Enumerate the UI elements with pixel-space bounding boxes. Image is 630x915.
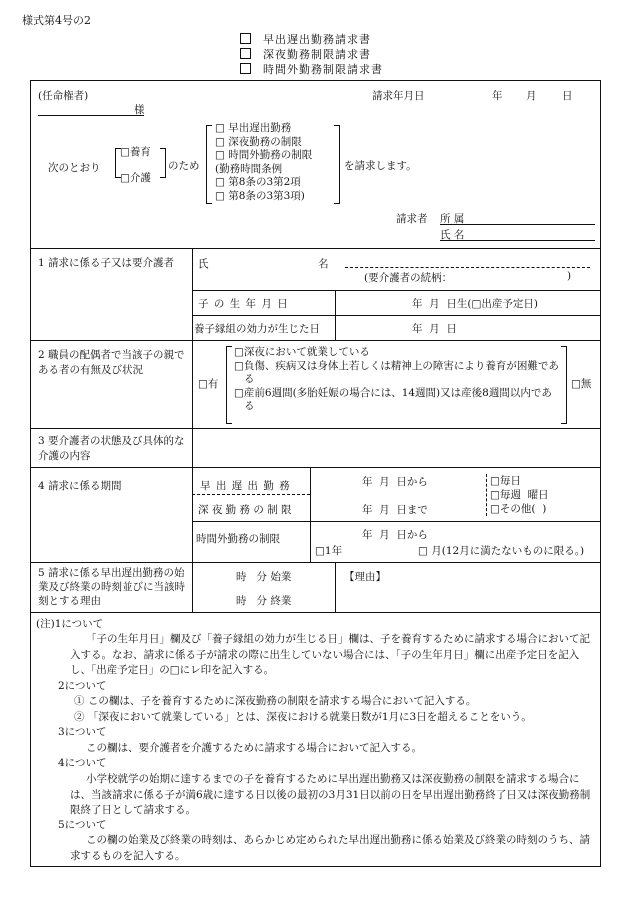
note3-title: 3について [58,726,107,738]
requester-label: 請求者 [396,213,428,225]
form-number: 様式第4号の2 [22,14,91,27]
divider [310,467,311,562]
divider [192,248,193,340]
dashed-divider [486,474,487,516]
divider [30,428,601,429]
checkbox[interactable] [240,63,251,74]
s2-no[interactable]: □無 [571,378,592,390]
s2-item-list [234,346,559,414]
title-early-late: 早出遅出勤務請求書 [240,32,383,47]
s4-row-early-late: 早 出 遅 出 勤 務 [200,480,291,492]
month-label: 月 [526,90,537,102]
s4-until[interactable]: 年 月 日まで [362,504,428,516]
divider [335,290,336,340]
s1-birth-label: 子 の 生 年 月 日 [198,298,289,310]
s5-start[interactable]: 時 分 始業 [236,571,292,583]
s4-row-night: 深 夜 勤 務 の 制 限 [198,504,292,516]
bracket [160,148,166,178]
s4-label: 4 請求に係る期間 [38,480,122,492]
s4-option-weekly[interactable]: □毎週 曜日 [490,489,549,501]
care-option-nurture[interactable]: □養育 [120,146,151,158]
s4-option-daily[interactable]: □毎日 [490,475,521,487]
s1-adoption-label: 養子縁組の効力が生じた日 [194,323,320,335]
note2-b: ② 「深夜において就業している」とは、深夜における就業日数が1月に3日を超えることをいう。 [74,711,532,723]
bracket [334,125,340,204]
request-type-list [215,122,312,203]
note5-text: この欄の始業及び終業の時刻は、あらかじめ定められた早出遅出勤務に係る始業及び終業の時刻のうち、請求するものを記入する。 [70,834,590,862]
s4-from2[interactable]: 年 月 日から [362,529,428,541]
type-overtime-limit[interactable]: □ 時間外勤務の制限 [215,149,313,161]
s2-yes[interactable]: □有 [198,378,219,390]
divider [335,562,336,612]
note4-title: 4について [58,757,107,769]
divider [192,467,193,562]
note4-text: 小学校就学の始期に達するまでの子を養育するために早出遅出勤務又は深夜勤務の制限を請求する場合には、当該請求に係る子が満6歳に達する日以後の最初の3月31日以前の日を早出遅出勤務終了日又は深夜勤務制限終了日として請求する。 [70,773,591,816]
s4-one-year[interactable]: □1年 [315,545,343,557]
s1-relation-end: ) [567,270,572,282]
s2-label: 2 職員の配偶者で当該子の親である者の有無及び状況 [38,349,185,376]
care-option-caregiving[interactable]: □介護 [120,172,151,184]
divider [192,315,601,316]
note1-title: (注)1について [36,618,104,630]
s4-option-other[interactable]: □その他( ) [490,503,547,515]
checkbox[interactable] [240,33,251,44]
s1-adoption-value[interactable]: 年 月 日 [412,323,457,335]
s1-name-right: 名 [318,258,329,270]
s1-relation: (要介護者の続柄： [364,272,453,284]
affiliation-label: 所 属 [440,213,465,225]
appointer-line [38,115,144,116]
day-label: 日 [562,90,573,102]
divider [192,340,193,428]
name-line [440,240,595,241]
s4-months[interactable]: □ 月(12月に満たないものに限る。) [418,545,585,557]
divider [192,290,601,291]
intro-text: 次のとおり [48,162,101,174]
type-article-2[interactable]: □ 第8条の3第2項 [215,176,301,188]
bracket [206,125,212,204]
request-suffix: を請求します。 [344,160,417,172]
divider [30,248,601,249]
s3-label: 3 要介護者の状態及び具体的な介護の内容 [38,435,185,462]
title-night-limit: 深夜勤務制限請求書 [240,47,383,62]
bracket [226,346,232,424]
s2-item-pregnancy[interactable]: □産前6週間(多胎妊娠の場合には、14週間)又は産後8週間以内である [234,386,552,412]
note3-text: この欄は、要介護者を介護するために請求する場合において記入する。 [86,742,422,754]
affiliation-line [440,224,595,225]
s5-reason[interactable]: 【理由】 [344,571,386,583]
divider [30,340,601,341]
type-early-late[interactable]: □ 早出遅出勤務 [215,122,292,134]
note5-title: 5について [58,819,107,831]
divider [192,521,601,522]
year-label: 年 [492,90,503,102]
s4-from[interactable]: 年 月 日から [362,476,428,488]
divider [30,562,601,563]
dashed-divider [192,494,310,495]
request-date-label: 請求年月日 [372,90,425,102]
s5-end[interactable]: 時 分 終業 [236,595,292,607]
s1-name-left: 氏 [198,258,209,270]
s4-option-list [490,474,549,516]
divider [30,467,601,468]
name-label: 氏 名 [440,229,465,241]
checkbox[interactable] [240,48,251,59]
s2-item-injury[interactable]: □負傷、疾病又は身体上若しくは精神上の障害により養育が困難である [234,359,559,385]
bracket [561,346,567,424]
note1-text: 「子の生年月日」欄及び「養子縁組の効力が生じる日」欄は、子を養育するために請求する場合において記入する。なお、請求に係る子が請求の際に出生していない場合には、「子の生年月日」欄に出産予定日を記入し、「出産予定日」の□にレ印を記入する。 [70,633,590,676]
title-overtime-limit: 時間外勤務制限請求書 [240,62,383,77]
sama-label: 様 [134,104,145,116]
type-night-limit[interactable]: □ 深夜勤務の制限 [215,135,302,148]
note2-title: 2について [58,680,107,692]
type-ordinance: (勤務時間条例 [215,162,283,175]
s2-item-night[interactable]: □深夜において就業している [234,346,370,358]
type-article-3[interactable]: □ 第8条の3第3項) [215,189,305,202]
s1-label: 1 請求に係る子又は要介護者 [38,257,175,269]
name-dashed-line [345,267,590,268]
divider [192,428,193,467]
note2-a: ① この欄は、子を養育するために深夜勤務の制限を請求する場合において記入する。 [74,695,477,707]
notame-text: のため [168,160,200,172]
appointer-label: (任命権者) [38,90,89,102]
s4-row-overtime: 時間外勤務の制限 [196,533,280,545]
s1-birth-value[interactable]: 年 月 日生(□出産予定日) [412,298,538,310]
s5-label: 5 請求に係る早出遅出勤務の始業及び終業の時刻並びに当該時刻とする理由 [38,567,185,607]
divider [30,612,601,613]
form-titles [240,32,383,77]
